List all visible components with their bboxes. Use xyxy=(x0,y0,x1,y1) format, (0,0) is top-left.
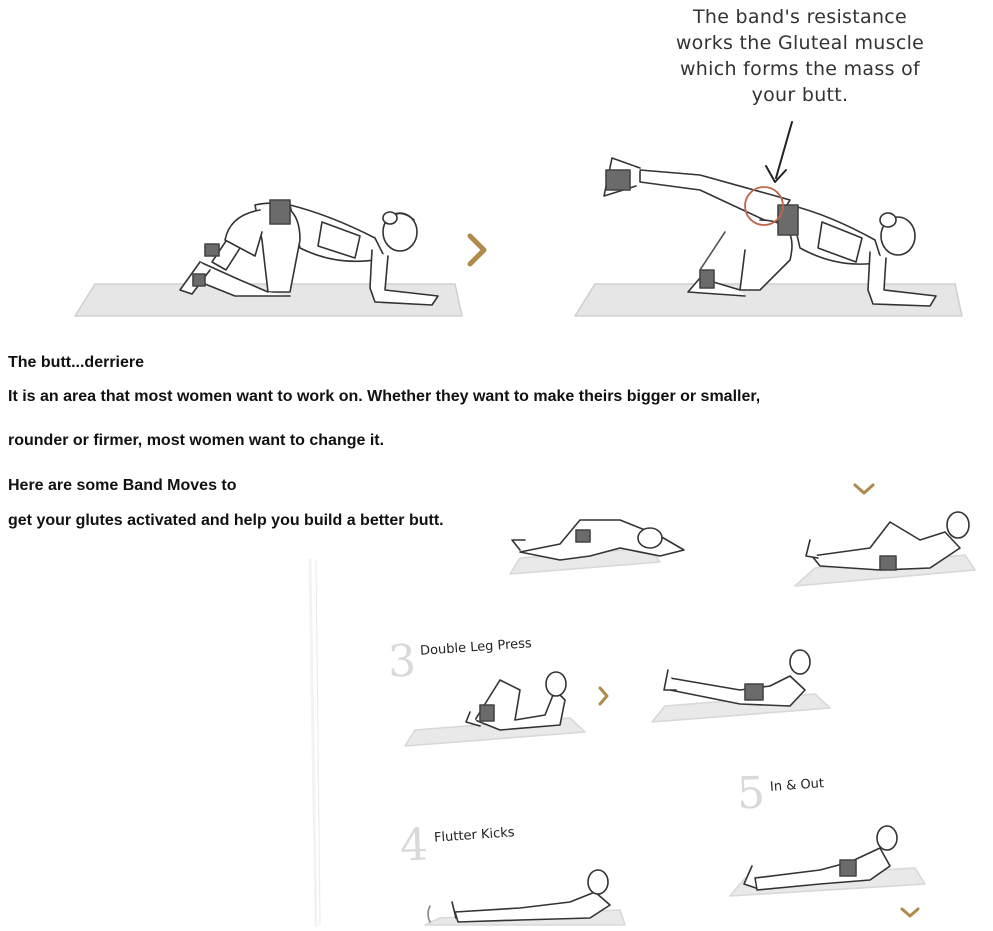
clamshell-end-illustration xyxy=(795,512,975,586)
in-and-out-illustration xyxy=(730,826,925,896)
paragraph-line: It is an area that most women want to work on. Whether they want to make theirs bigger or smaller, xyxy=(8,388,761,405)
step-label: Double Leg Press xyxy=(419,636,533,659)
chevron-right-icon xyxy=(470,236,484,264)
chevron-right-icon xyxy=(600,688,607,704)
kick-back-illustration xyxy=(575,122,962,316)
section-heading: The butt...derriere xyxy=(8,354,145,371)
chevron-down-icon xyxy=(902,909,918,916)
step-label: In & Out xyxy=(769,776,825,795)
paragraph-line: Here are some Band Moves to xyxy=(8,477,237,494)
arrow-down-icon xyxy=(766,122,792,182)
double-leg-press-end-illustration xyxy=(652,650,830,722)
clamshell-start-illustration xyxy=(510,520,684,574)
flutter-kicks-illustration xyxy=(425,870,625,925)
step-number: 3 xyxy=(387,635,417,688)
callout-line: The band's resistance xyxy=(692,6,908,28)
step-number: 4 xyxy=(399,819,429,872)
double-leg-press-start-illustration xyxy=(405,672,585,746)
callout-line: your butt. xyxy=(751,84,849,106)
kneeling-start-illustration xyxy=(75,200,462,316)
callout-line: which forms the mass of xyxy=(679,58,921,80)
chevron-down-icon xyxy=(855,485,873,493)
paragraph-line: get your glutes activated and help you build a better butt. xyxy=(8,512,444,529)
step-label: Flutter Kicks xyxy=(433,825,516,846)
step-number: 5 xyxy=(736,767,766,820)
paragraph-line: rounder or firmer, most women want to change it. xyxy=(8,432,385,449)
callout-line: works the Gluteal muscle xyxy=(675,32,925,54)
